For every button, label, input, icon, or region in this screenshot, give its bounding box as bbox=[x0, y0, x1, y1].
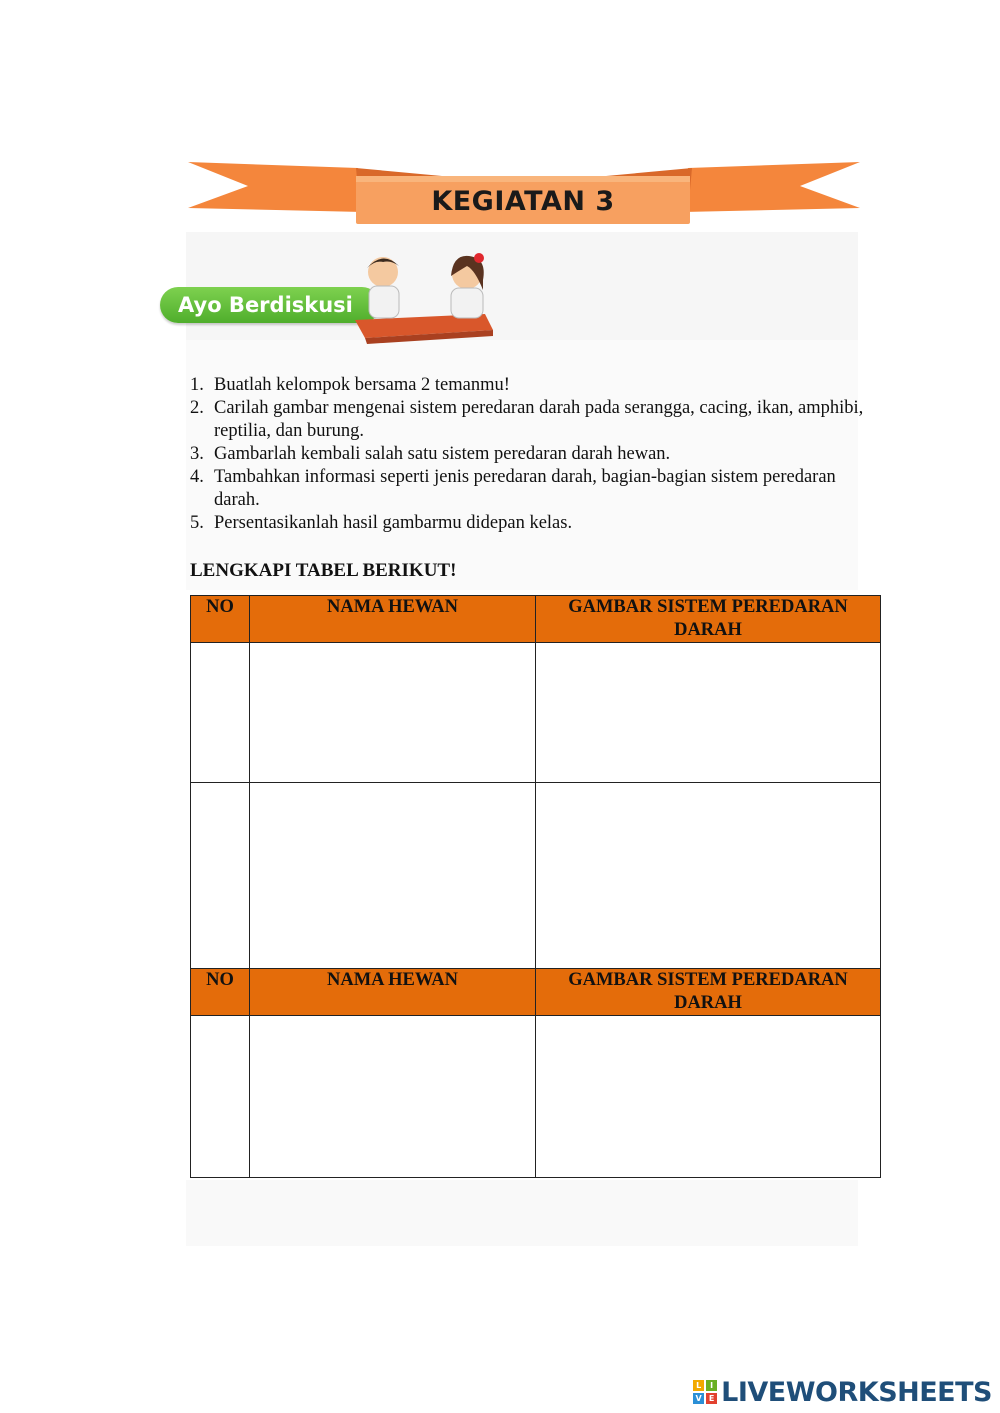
ribbon-left-tail bbox=[188, 162, 363, 212]
answer-cell-drawing[interactable] bbox=[536, 783, 881, 969]
activity-title: KEGIATAN 3 bbox=[431, 185, 615, 217]
table-row bbox=[191, 1016, 881, 1178]
brand-name: LIVEWORKSHEETS bbox=[721, 1376, 992, 1408]
answer-cell-animal-name[interactable] bbox=[250, 783, 536, 969]
liveworksheets-logo bbox=[693, 1377, 992, 1407]
header-no: NO bbox=[191, 596, 250, 643]
answer-cell-animal-name[interactable] bbox=[250, 643, 536, 783]
answer-cell-no[interactable] bbox=[191, 1016, 250, 1178]
list-item bbox=[190, 466, 870, 512]
table-heading: LENGKAPI TABEL BERIKUT! bbox=[190, 560, 457, 581]
list-text: Gambarlah kembali salah satu sistem peredaran darah hewan. bbox=[214, 444, 671, 464]
live-blocks-icon: L I V E bbox=[693, 1380, 717, 1404]
header-animal-name: NAMA HEWAN bbox=[250, 596, 536, 643]
answer-cell-drawing[interactable] bbox=[536, 1016, 881, 1178]
children-discussing-illustration bbox=[345, 250, 495, 345]
instruction-list bbox=[190, 374, 870, 535]
list-number: 2. bbox=[190, 398, 204, 418]
header-animal-name: NAMA HEWAN bbox=[250, 969, 536, 1016]
list-text: Buatlah kelompok bersama 2 temanmu! bbox=[214, 375, 510, 395]
ribbon-right-tail bbox=[683, 162, 860, 212]
answer-cell-no[interactable] bbox=[191, 643, 250, 783]
list-item bbox=[190, 443, 870, 466]
answer-cell-no[interactable] bbox=[191, 783, 250, 969]
answer-cell-animal-name[interactable] bbox=[250, 1016, 536, 1178]
list-item bbox=[190, 397, 870, 443]
list-item bbox=[190, 512, 870, 535]
list-text: Persentasikanlah hasil gambarmu didepan kelas. bbox=[214, 513, 573, 533]
list-number: 5. bbox=[190, 513, 204, 533]
header-circulatory-drawing: GAMBAR SISTEM PEREDARAN DARAH bbox=[536, 969, 881, 1016]
list-item bbox=[190, 374, 870, 397]
list-number: 4. bbox=[190, 467, 204, 487]
worksheet-table-2 bbox=[190, 968, 881, 1178]
worksheet-table-1 bbox=[190, 595, 881, 969]
answer-cell-drawing[interactable] bbox=[536, 643, 881, 783]
table-row bbox=[191, 643, 881, 783]
list-text: Tambahkan informasi seperti jenis peredaran darah, bagian-bagian sistem peredaran darah. bbox=[214, 467, 836, 510]
background-panel-top bbox=[186, 232, 858, 340]
header-circulatory-drawing: GAMBAR SISTEM PEREDARAN DARAH bbox=[536, 596, 881, 643]
list-text: Carilah gambar mengenai sistem peredaran darah pada serangga, cacing, ikan, amphibi, reptilia, dan burung. bbox=[214, 398, 864, 441]
discussion-label: Ayo Berdiskusi bbox=[160, 287, 380, 323]
header-no: NO bbox=[191, 969, 250, 1016]
list-number: 1. bbox=[190, 375, 204, 395]
list-number: 3. bbox=[190, 444, 204, 464]
table-row bbox=[191, 783, 881, 969]
background-panel-bottom bbox=[186, 1180, 858, 1246]
